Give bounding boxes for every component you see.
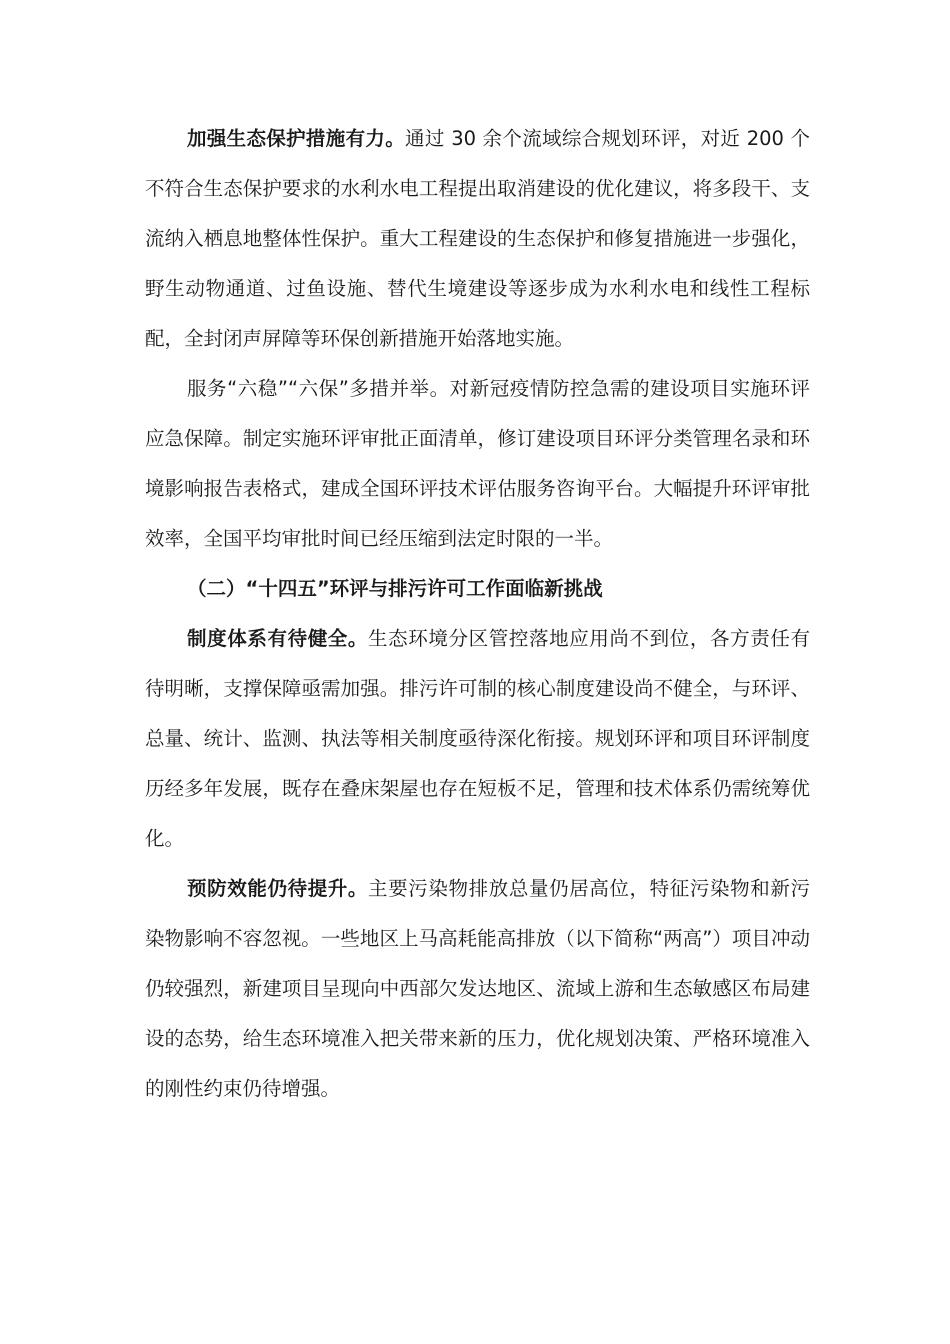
paragraph-prevention-efficiency <box>145 864 810 1114</box>
section-heading: （二）“十四五”环评与排污许可工作面临新挑战 <box>187 577 603 600</box>
paragraph-lead: 加强生态保护措施有力。 <box>187 127 406 150</box>
paragraph-text: 主要污染物排放总量仍居高位，特征污染物和新污染物影响不容忽视。一些地区上马高耗能高排放（以下简称“两高”）项目冲动仍较强烈，新建项目呈现向中西部欠发达地区、流域上游和生态敏感区布局建设的态势，给生态环境准入把关带来新的压力，优化规划决策、严格环境准入的刚性约束仍待增强。 <box>145 877 810 1100</box>
paragraph-text: 通过 30 余个流域综合规划环评，对近 200 个不符合生态保护要求的水利水电工程提出取消建设的优化建议，将多段干、支流纳入栖息地整体性保护。重大工程建设的生态保护和修复措施进一步强化，野生动物通道、过鱼设施、替代生境建设等逐步成为水利水电和线性工程标配，全封闭声屏障等环保创新措施开始落地实施。 <box>145 127 810 350</box>
paragraph-text: 生态环境分区管控落地应用尚不到位，各方责任有待明晰，支撑保障亟需加强。排污许可制的核心制度建设尚不健全，与环评、总量、统计、监测、执法等相关制度亟待深化衔接。规划环评和项目环评制度历经多年发展，既存在叠床架屋也存在短板不足，管理和技术体系仍需统筹优化。 <box>145 627 810 850</box>
paragraph-six-stability <box>145 364 810 564</box>
document-page <box>145 114 810 1114</box>
paragraph-text: 服务“六稳”“六保”多措并举。对新冠疫情防控急需的建设项目实施环评应急保障。制定实施环评审批正面清单，修订建设项目环评分类管理名录和环境影响报告表格式，建成全国环评技术评估服务咨询平台。大幅提升环评审批效率，全国平均审批时间已经压缩到法定时限的一半。 <box>145 377 810 550</box>
paragraph-ecological-protection <box>145 114 810 364</box>
paragraph-system-improvement <box>145 614 810 864</box>
paragraph-lead: 预防效能仍待提升。 <box>187 877 369 900</box>
paragraph-lead: 制度体系有待健全。 <box>187 627 369 650</box>
